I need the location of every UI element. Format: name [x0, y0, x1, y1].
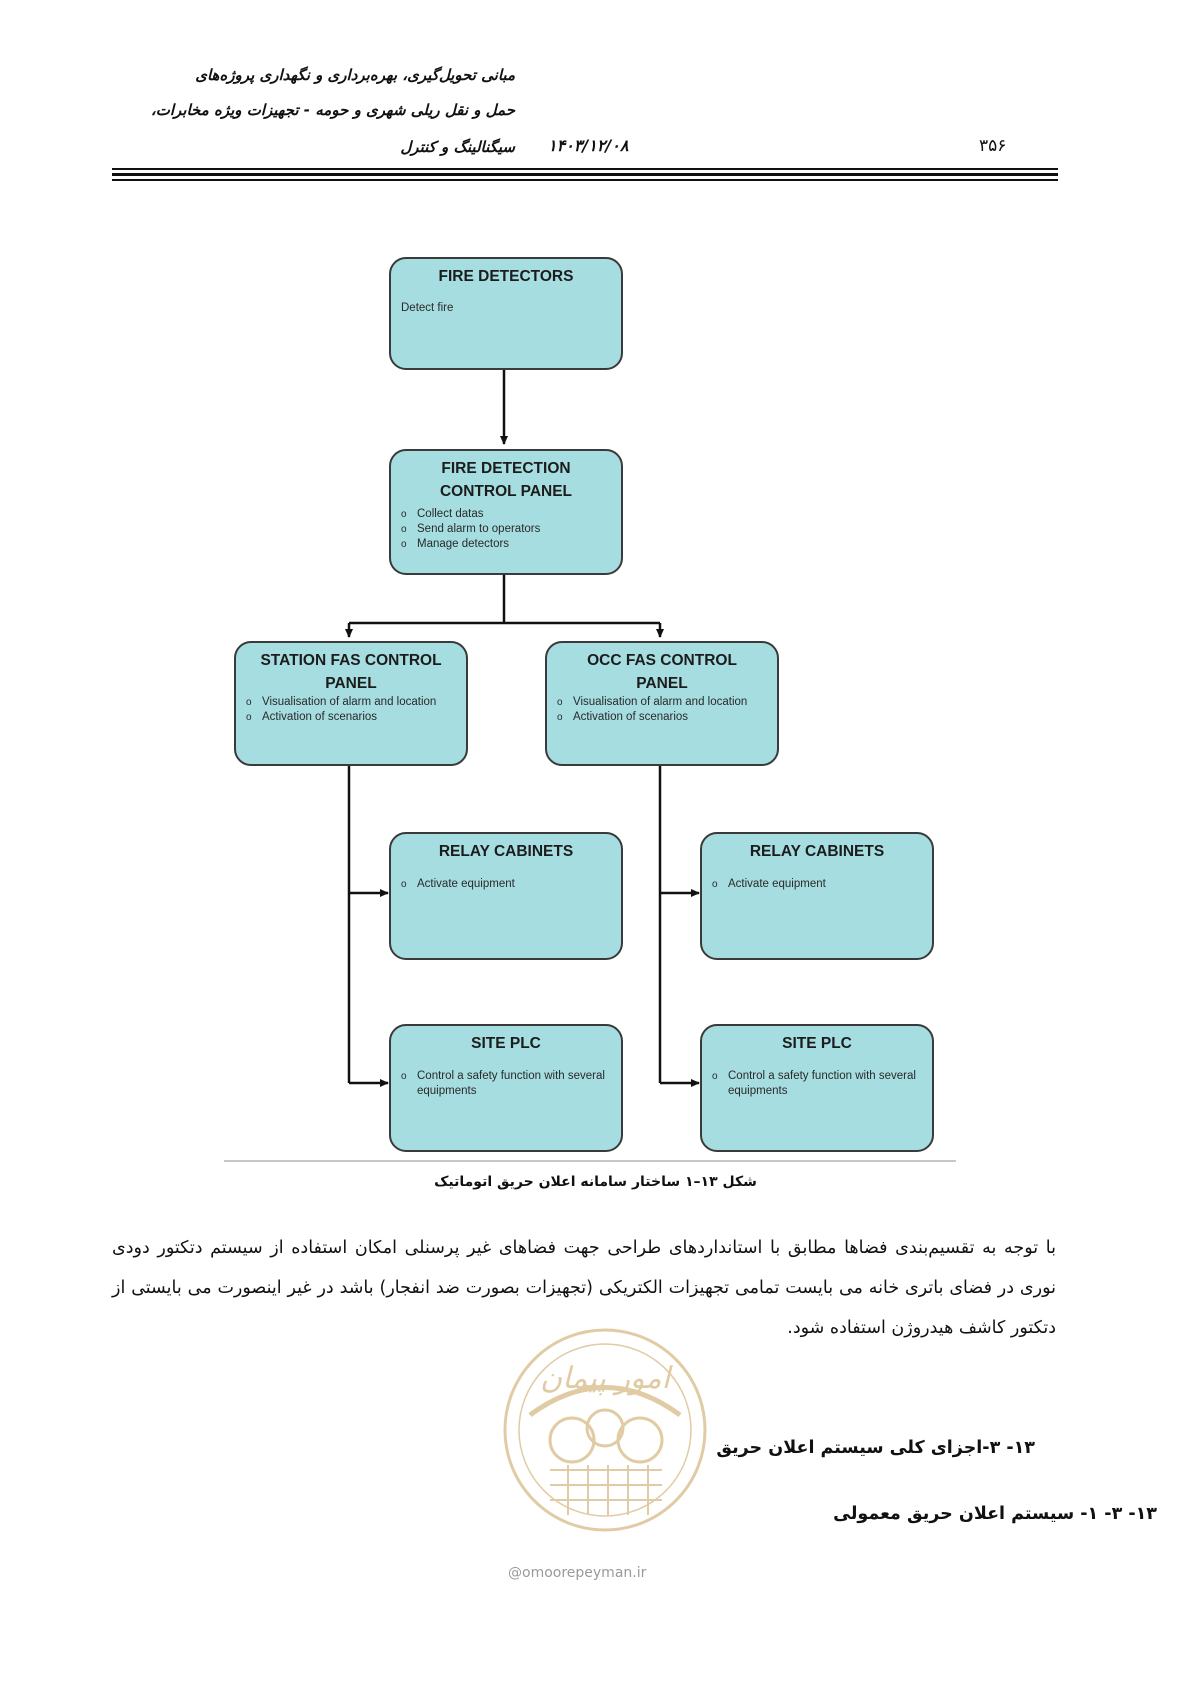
node-plc-left-item: o Control a safety function with several equipments — [401, 1069, 615, 1099]
node-plc-right-items — [702, 1069, 932, 1099]
node-plc-left-items — [391, 1069, 621, 1099]
node-fdcp-item: o Manage detectors — [401, 537, 615, 552]
node-occ-item: o Activation of scenarios — [557, 710, 771, 725]
node-occ-items — [547, 695, 777, 725]
node-occ-fas-control-panel — [545, 641, 779, 766]
watermark-logo-text: امور پیمان — [540, 1361, 670, 1396]
node-fdcp-title-line-2: CONTROL PANEL — [439, 483, 573, 500]
node-station-item: o Visualisation of alarm and location — [246, 695, 460, 710]
page-number: ۳۵۶ — [979, 136, 1007, 156]
node-site-plc-right — [700, 1024, 934, 1152]
watermark-url: @omoorepeyman.ir — [508, 1565, 647, 1581]
node-relay-right-item: o Activate equipment — [712, 877, 926, 892]
node-station-title-line-1: STATION FAS CONTROL — [260, 652, 442, 669]
node-fdcp-title-line-1: FIRE DETECTION — [441, 460, 571, 477]
node-occ-title-line-2: PANEL — [636, 675, 688, 692]
node-site-plc-left — [389, 1024, 623, 1152]
node-fire-detectors-description: Detect fire — [401, 302, 454, 314]
section-heading-13-3-1: ۱۳- ۳- ۱- سیستم اعلان حریق معمولی — [833, 1504, 1157, 1524]
node-fdcp-items — [391, 507, 621, 552]
node-fdcp-item: o Collect datas — [401, 507, 615, 522]
node-plc-left-title: SITE PLC — [471, 1035, 541, 1052]
node-plc-right-item: o Control a safety function with several equipments — [712, 1069, 926, 1099]
node-fire-detectors — [389, 257, 623, 370]
header-title-line-3: سیگنالینگ و کنترل — [400, 138, 515, 156]
body-paragraph: با توجه به تقسیم‌بندی فضاها مطابق با استانداردهای طراحی جهت فضاهای غیر پرسنلی امکان استفاده از سیستم دتکتور دودی نوری در فضای باتری خانه می بایست تمامی تجهیزات الکتریکی (تجهیزات بصورت ضد انفجار) باشد در غیر اینصورت می بایستی از دتکتور کاشف هیدروژن استفاده شود. — [112, 1238, 1056, 1338]
node-occ-title-line-1: OCC FAS CONTROL — [587, 652, 737, 669]
figure-bottom-rule — [224, 1160, 956, 1162]
node-station-item: o Activation of scenarios — [246, 710, 460, 725]
node-relay-cabinets-left — [389, 832, 623, 960]
node-station-fas-control-panel — [234, 641, 468, 766]
node-station-items — [236, 695, 466, 725]
node-relay-left-title: RELAY CABINETS — [438, 843, 574, 860]
node-fdcp-item: o Send alarm to operators — [401, 522, 615, 537]
section-heading-13-3: ۱۳- ۳-اجزای کلی سیستم اعلان حریق — [716, 1438, 1035, 1458]
node-relay-right-items — [702, 877, 932, 892]
node-relay-left-item: o Activate equipment — [401, 877, 615, 892]
node-occ-item: o Visualisation of alarm and location — [557, 695, 771, 710]
node-fire-detectors-title: FIRE DETECTORS — [438, 268, 574, 285]
header-date: ۱۴۰۳/۱۲/۰۸ — [548, 136, 629, 155]
header-title-line-2: حمل و نقل ریلی شهری و حومه - تجهیزات ویژه مخابرات، — [150, 101, 515, 119]
node-relay-right-title: RELAY CABINETS — [749, 843, 885, 860]
node-station-title-line-2: PANEL — [325, 675, 377, 692]
header-title-line-1: مبانی تحویل‌گیری، بهره‌برداری و نگهداری پروژه‌های — [195, 66, 515, 84]
node-fire-detection-control-panel — [389, 449, 623, 575]
node-relay-left-items — [391, 877, 621, 892]
figure-caption: شکل ۱۳–۱ ساختار سامانه اعلان حریق اتوماتیک — [434, 1174, 757, 1190]
watermark-logo — [490, 1320, 720, 1550]
node-relay-cabinets-right — [700, 832, 934, 960]
node-plc-right-title: SITE PLC — [782, 1035, 852, 1052]
